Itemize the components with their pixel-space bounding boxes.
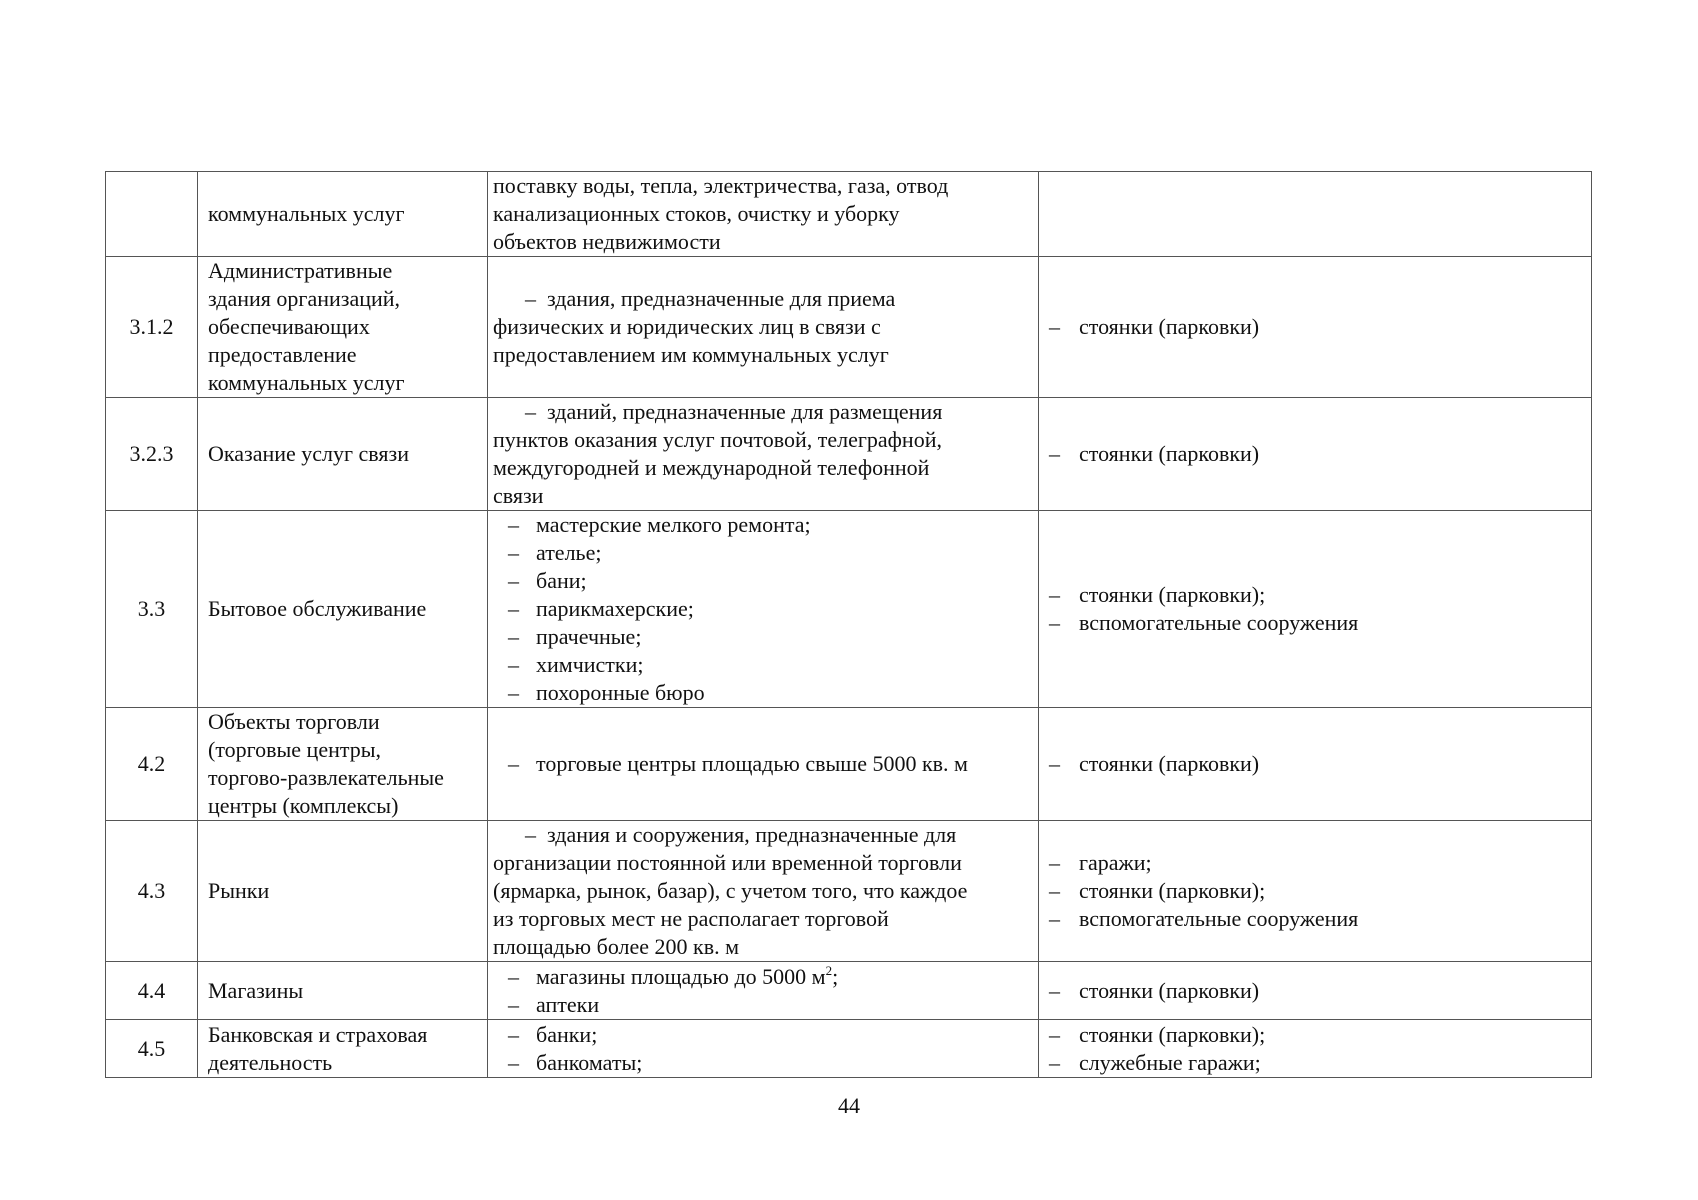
main-use-item (493, 567, 1032, 595)
row-auxiliary-uses (1039, 1020, 1592, 1078)
dash-marker: – (1049, 751, 1060, 776)
table-row (106, 257, 1592, 398)
main-use-line (493, 200, 1032, 228)
table-row (106, 172, 1592, 257)
auxiliary-use-item (1049, 877, 1585, 905)
row-code: 4.2 (106, 708, 198, 821)
main-use-text: аптеки (536, 991, 600, 1017)
row-name-line: Магазины (208, 977, 304, 1003)
dash-marker: – (1049, 610, 1060, 635)
table-body (106, 172, 1592, 1078)
dash-marker: – (508, 568, 519, 593)
row-name-line: (торговые центры, (208, 737, 382, 762)
main-use-item (493, 623, 1032, 651)
dash-marker: – (508, 540, 519, 565)
main-use-line (493, 454, 1032, 482)
auxiliary-use-text: стоянки (парковки) (1079, 314, 1260, 339)
main-use-text: ателье; (536, 540, 602, 565)
dash-marker: – (525, 286, 536, 311)
main-use-text: пунктов оказания услуг почтовой, телеграфной, (493, 427, 942, 452)
auxiliary-use-text: стоянки (парковки); (1079, 878, 1266, 903)
main-use-text: (ярмарка, рынок, базар), с учетом того, что каждое (493, 878, 968, 903)
main-use-text: парикмахерские; (536, 596, 694, 621)
row-code: 3.2.3 (106, 398, 198, 511)
main-use-item (493, 963, 1032, 991)
row-name (198, 962, 488, 1020)
dash-marker: – (1049, 441, 1060, 466)
main-use-line (493, 821, 1032, 849)
row-name-line: Рынки (208, 878, 270, 903)
dash-marker: – (1049, 906, 1060, 931)
dash-marker: – (1049, 314, 1060, 339)
auxiliary-use-item (1049, 849, 1585, 877)
dash-marker: – (1049, 582, 1060, 607)
auxiliary-use-text: вспомогательные сооружения (1079, 610, 1359, 635)
row-main-uses (488, 1020, 1039, 1078)
dash-marker: – (1049, 977, 1060, 1003)
row-auxiliary-uses (1039, 511, 1592, 708)
row-name-line: Административные (208, 258, 393, 283)
row-main-uses (488, 257, 1039, 398)
main-use-line (493, 426, 1032, 454)
main-use-text: химчистки; (536, 652, 644, 677)
row-name-line: коммунальных услуг (208, 370, 405, 395)
main-use-text: здания, предназначенные для приема (547, 286, 896, 311)
dash-marker: – (508, 624, 519, 649)
dash-marker: – (508, 596, 519, 621)
row-name (198, 172, 488, 257)
row-name-line: Банковская и страховая (208, 1021, 428, 1047)
row-auxiliary-uses (1039, 257, 1592, 398)
dash-marker: – (508, 1049, 519, 1075)
row-auxiliary-uses (1039, 398, 1592, 511)
main-use-line (493, 482, 1032, 510)
row-name-line: Бытовое обслуживание (208, 596, 427, 621)
row-main-uses (488, 821, 1039, 962)
main-use-text: площадью более 200 кв. м (493, 934, 740, 959)
main-use-text: магазины площадью до 5000 м (536, 963, 826, 989)
dash-marker: – (525, 399, 536, 424)
main-use-text: зданий, предназначенные для размещения (547, 399, 943, 424)
auxiliary-use-item (1049, 581, 1585, 609)
main-use-item (493, 539, 1032, 567)
dash-marker: – (508, 751, 519, 776)
main-use-item (493, 679, 1032, 707)
main-use-text: канализационных стоков, очистку и уборку (493, 201, 900, 226)
row-code: 4.3 (106, 821, 198, 962)
main-use-item (493, 651, 1032, 679)
row-name-line: здания организаций, (208, 286, 401, 311)
auxiliary-use-item (1049, 905, 1585, 933)
auxiliary-use-item (1049, 313, 1585, 341)
page-number: 44 (838, 1093, 860, 1118)
dash-marker: – (508, 991, 519, 1017)
main-use-text: бани; (536, 568, 587, 593)
auxiliary-use-text: стоянки (парковки) (1079, 751, 1260, 776)
dash-marker: – (525, 822, 536, 847)
row-name (198, 511, 488, 708)
main-use-line (493, 933, 1032, 961)
main-use-line (493, 398, 1032, 426)
dash-marker: – (1049, 878, 1060, 903)
row-code: 4.4 (106, 962, 198, 1020)
main-use-text: предоставлением им коммунальных услуг (493, 342, 889, 367)
main-use-text: организации постоянной или временной торговли (493, 850, 962, 875)
dash-marker: – (1049, 1021, 1060, 1047)
row-name-line: Объекты торговли (208, 709, 380, 734)
main-use-line (493, 905, 1032, 933)
row-name (198, 708, 488, 821)
row-main-uses (488, 172, 1039, 257)
row-main-uses (488, 708, 1039, 821)
dash-marker: – (1049, 1049, 1060, 1075)
main-use-text: междугородней и международной телефонной (493, 455, 930, 480)
main-use-line (493, 877, 1032, 905)
row-name (198, 821, 488, 962)
auxiliary-use-text: стоянки (парковки) (1079, 441, 1260, 466)
auxiliary-use-item (1049, 1021, 1585, 1049)
row-code (106, 172, 198, 257)
dash-marker: – (508, 963, 519, 989)
row-auxiliary-uses (1039, 962, 1592, 1020)
auxiliary-use-text: стоянки (парковки); (1079, 582, 1266, 607)
auxiliary-use-text: вспомогательные сооружения (1079, 906, 1359, 931)
main-use-text: прачечные; (536, 624, 642, 649)
row-main-uses (488, 962, 1039, 1020)
row-name-line: центры (комплексы) (208, 793, 399, 818)
row-code: 4.5 (106, 1020, 198, 1078)
main-use-line (493, 313, 1032, 341)
auxiliary-use-item (1049, 440, 1585, 468)
row-name (198, 398, 488, 511)
main-use-text: связи (493, 483, 544, 508)
land-use-table (105, 171, 1592, 1078)
row-code: 3.3 (106, 511, 198, 708)
row-name-line: предоставление (208, 342, 357, 367)
row-name-line: деятельность (208, 1049, 333, 1075)
row-auxiliary-uses (1039, 821, 1592, 962)
auxiliary-use-text: стоянки (парковки); (1079, 1021, 1266, 1047)
auxiliary-use-item (1049, 609, 1585, 637)
auxiliary-use-item (1049, 977, 1585, 1005)
dash-marker: – (508, 680, 519, 705)
main-use-item (493, 1049, 1032, 1077)
main-use-text: мастерские мелкого ремонта; (536, 512, 811, 537)
auxiliary-use-text: стоянки (парковки) (1079, 977, 1260, 1003)
row-name (198, 1020, 488, 1078)
row-main-uses (488, 398, 1039, 511)
main-use-text: из торговых мест не располагает торговой (493, 906, 889, 931)
dash-marker: – (508, 1021, 519, 1047)
auxiliary-use-item (1049, 750, 1585, 778)
row-name-line: торгово-развлекательные (208, 765, 444, 790)
row-main-uses (488, 511, 1039, 708)
row-name-line: Оказание услуг связи (208, 441, 409, 466)
main-use-text: физических и юридических лиц в связи с (493, 314, 881, 339)
auxiliary-use-text: служебные гаражи; (1079, 1049, 1261, 1075)
auxiliary-use-item (1049, 1049, 1585, 1077)
main-use-text: здания и сооружения, предназначенные для (547, 822, 957, 847)
main-use-item (493, 511, 1032, 539)
row-name-line: коммунальных услуг (208, 201, 405, 226)
main-use-tail: ; (832, 963, 839, 989)
main-use-text: банки; (536, 1021, 598, 1047)
main-use-item (493, 1021, 1032, 1049)
table-row (106, 1020, 1592, 1078)
dash-marker: – (508, 652, 519, 677)
main-use-text: банкоматы; (536, 1049, 643, 1075)
dash-marker: – (508, 512, 519, 537)
row-name (198, 257, 488, 398)
main-use-line (493, 228, 1032, 256)
table-row (106, 398, 1592, 511)
table-row (106, 962, 1592, 1020)
main-use-line (493, 849, 1032, 877)
main-use-line (493, 341, 1032, 369)
main-use-item (493, 595, 1032, 623)
main-use-text: похоронные бюро (536, 680, 705, 705)
auxiliary-use-text: гаражи; (1079, 850, 1152, 875)
superscript: 2 (825, 962, 833, 978)
row-auxiliary-uses (1039, 708, 1592, 821)
row-code: 3.1.2 (106, 257, 198, 398)
dash-marker: – (1049, 850, 1060, 875)
table-row (106, 708, 1592, 821)
main-use-item (493, 991, 1032, 1019)
main-use-line (493, 285, 1032, 313)
row-auxiliary-uses (1039, 172, 1592, 257)
main-use-line (493, 172, 1032, 200)
table-row (106, 821, 1592, 962)
table-row (106, 511, 1592, 708)
main-use-item (493, 750, 1032, 778)
main-use-text: торговые центры площадью свыше 5000 кв. м (536, 751, 968, 776)
row-name-line: обеспечивающих (208, 314, 370, 339)
main-use-text: поставку воды, тепла, электричества, газа, отвод (493, 173, 949, 198)
main-use-text: объектов недвижимости (493, 229, 721, 254)
